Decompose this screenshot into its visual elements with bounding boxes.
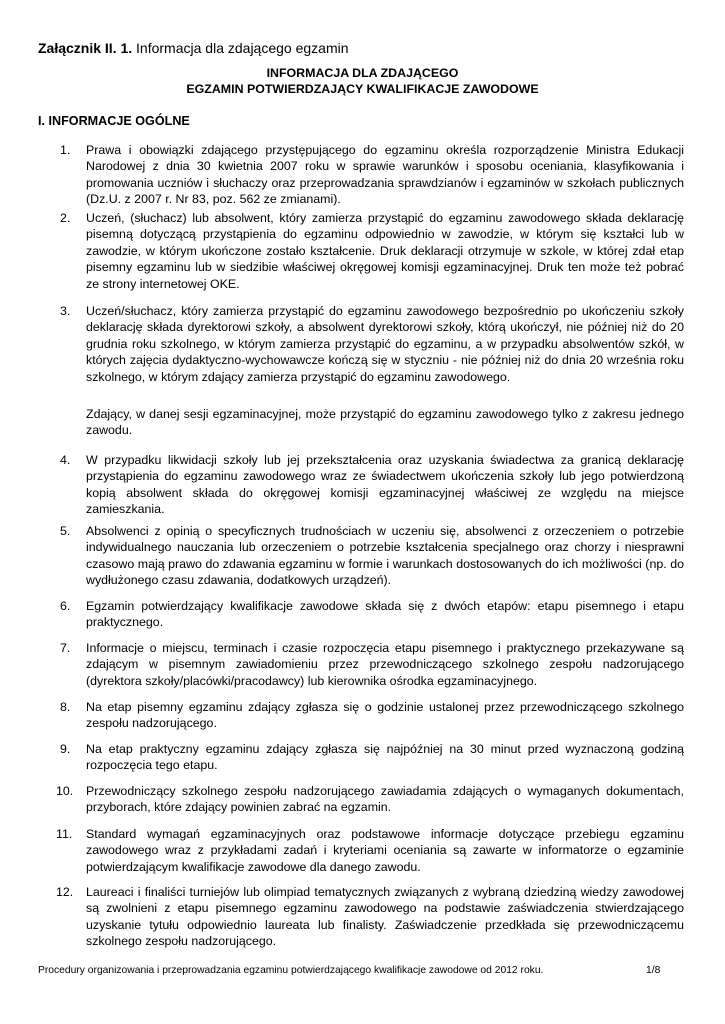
item-text: Uczeń, (słuchacz) lub absolwent, który zamierza przystąpić do egzaminu zawodowego składa deklarację pisemną dotyczącą przystąpienia do egzaminu odpowiednio w zawodzie, w którym się kształci lub w zawodzie, w którym ukończone zostało kształcenie. Druk deklaracji otrzymuje w szkole, w której zdał etap pisemny egzaminu lub w siedzibie właściwej okręgowej komisji egzaminacyjnej. Druk ten może też pobrać ze strony internetowej OKE.	[86, 211, 684, 291]
annex-title-text: Informacja dla zdającego egzamin	[136, 40, 349, 56]
list-item-1	[60, 142, 684, 208]
item-number: 3.	[60, 304, 71, 318]
item-number: 5.	[60, 524, 71, 538]
list-item-10	[56, 783, 684, 816]
heading-line-2: EGZAMIN POTWIERDZAJĄCY KWALIFIKACJE ZAWODOWE	[186, 82, 539, 96]
item-text: Informacje o miejscu, terminach i czasie rozpoczęcia etapu pisemnego i praktycznego przekazywane są zdającym w pisemnym zawiadomieniu przez przewodniczącego szkolnego zespołu nadzorującego (dyrektora szkoły/placówki/pracodawcy) lub kierownika ośrodka egzaminacyjnego.	[86, 641, 684, 688]
item-text: Na etap pisemny egzaminu zdający zgłasza się o godzinie ustalonej przez przewodniczącego szkolnego zespołu nadzorującego.	[86, 700, 684, 731]
list-item-12	[56, 884, 684, 950]
item-text: Uczeń/słuchacz, który zamierza przystąpić do egzaminu zawodowego bezpośrednio po ukończeniu szkoły deklarację składa dyrektorowi szkoły, a absolwent dyrektorowi szkoły, którą ukończył, nie później niż do 20 grudnia roku szkolnego, w którym zamierza przystąpić do egzaminu, a w przypadku absolwentów szkół, w których zajęcia dydaktyczno-wychowawcze kończą się w styczniu - nie później niż do dnia 20 września roku szkolnego, w którym zdający zamierza przystąpić do egzaminu zawodowego.	[86, 304, 684, 384]
list-item-2	[60, 210, 684, 292]
item-number: 2.	[60, 211, 71, 225]
page-footer: Procedury organizowania i przeprowadzania egzaminu potwierdzającego kwalifikacje zawodowe od 2012 roku.	[38, 965, 544, 976]
item-number: 12.	[56, 885, 74, 899]
item-number: 11.	[56, 827, 73, 841]
annex-label: Załącznik II. 1.	[38, 40, 133, 56]
item-text: Laureaci i finaliści turniejów lub olimpiad tematycznych związanych z wybraną dziedziną wiedzy zawodowej są zwolnieni z etapu pisemnego egzaminu zawodowego na podstawie zaświadczenia stwierdzającego uzyskanie tytułu odpowiednio laureata lub finalisty. Zaświadczenie przedkłada się przewodniczącemu szkolnego zespołu nadzorującego.	[86, 885, 684, 949]
list-item-8	[60, 699, 684, 732]
item-text: Egzamin potwierdzający kwalifikacje zawodowe składa się z dwóch etapów: etapu pisemnego i etapu praktycznego.	[86, 599, 684, 630]
list-item-11	[56, 826, 684, 875]
item-number: 9.	[60, 742, 71, 756]
item-text: Standard wymagań egzaminacyjnych oraz podstawowe informacje dotyczące przebiegu egzaminu zawodowego wraz z przykładami zadań i kryteriami oceniania są zawarte w informatorze o egzaminie potwierdzającym kwalifikacje zawodowe dla danego zawodu.	[86, 827, 684, 874]
list-item-4	[60, 452, 684, 518]
list-item-7	[60, 640, 684, 689]
item-text: Przewodniczący szkolnego zespołu nadzorującego zawiadamia zdających o wymaganych dokumentach, przyborach, które zdający powinien zabrać na egzamin.	[86, 784, 684, 815]
heading-line-1: INFORMACJA DLA ZDAJĄCEGO	[266, 66, 459, 80]
item-number: 6.	[60, 599, 71, 613]
list-item-5	[60, 523, 684, 589]
section-title: I. INFORMACJE OGÓLNE	[38, 114, 190, 128]
item-text: Na etap praktyczny egzaminu zdający zgłasza się najpóźniej na 30 minut przed wyznaczoną godziną rozpoczęcia tego etapu.	[86, 742, 684, 773]
page-number: 1/8	[646, 965, 661, 976]
item-text: Absolwenci z opinią o specyficznych trudnościach w uczeniu się, absolwenci z orzeczeniem o potrzebie indywidualnego nauczania lub orzeczeniem o potrzebie kształcenia specjalnego oraz chorzy i niesprawni czasowo mają prawo do zdawania egzaminu w formie i warunkach dostosowanych do ich możliwości (np. do wydłużonego czasu zdawania, dodatkowych urządzeń).	[86, 524, 684, 588]
item-text: Prawa i obowiązki zdającego przystępującego do egzaminu określa rozporządzenie Ministra Edukacji Narodowej z dnia 30 kwietnia 2007 roku w sprawie warunków i sposobu oceniania, klasyfikowania i promowania uczniów i słuchaczy oraz przeprowadzania sprawdzianów i egzaminów w szkołach publicznych (Dz.U. z 2007 r. Nr 83, poz. 562 ze zmianami).	[86, 143, 684, 207]
list-item-6	[60, 598, 684, 631]
list-item-9	[60, 741, 684, 774]
item-number: 8.	[60, 700, 71, 714]
annex-title	[38, 40, 349, 56]
list-item-3-note: Zdający, w danej sesji egzaminacyjnej, może przystąpić do egzaminu zawodowego tylko z zakresu jednego zawodu.	[86, 407, 684, 438]
item-number: 10.	[56, 784, 74, 798]
item-text: W przypadku likwidacji szkoły lub jej przekształcenia oraz uzyskania świadectwa za granicą deklarację przystąpienia do egzaminu zawodowego wraz ze świadectwem ukończenia szkoły lub jego potwierdzoną kopią absolwent składa do okręgowej komisji egzaminacyjnej właściwej ze względu na miejsce zamieszkania.	[86, 453, 684, 517]
item-number: 7.	[60, 641, 71, 655]
list-item-3	[60, 303, 684, 385]
item-number: 1.	[60, 143, 71, 157]
item-number: 4.	[60, 453, 71, 467]
